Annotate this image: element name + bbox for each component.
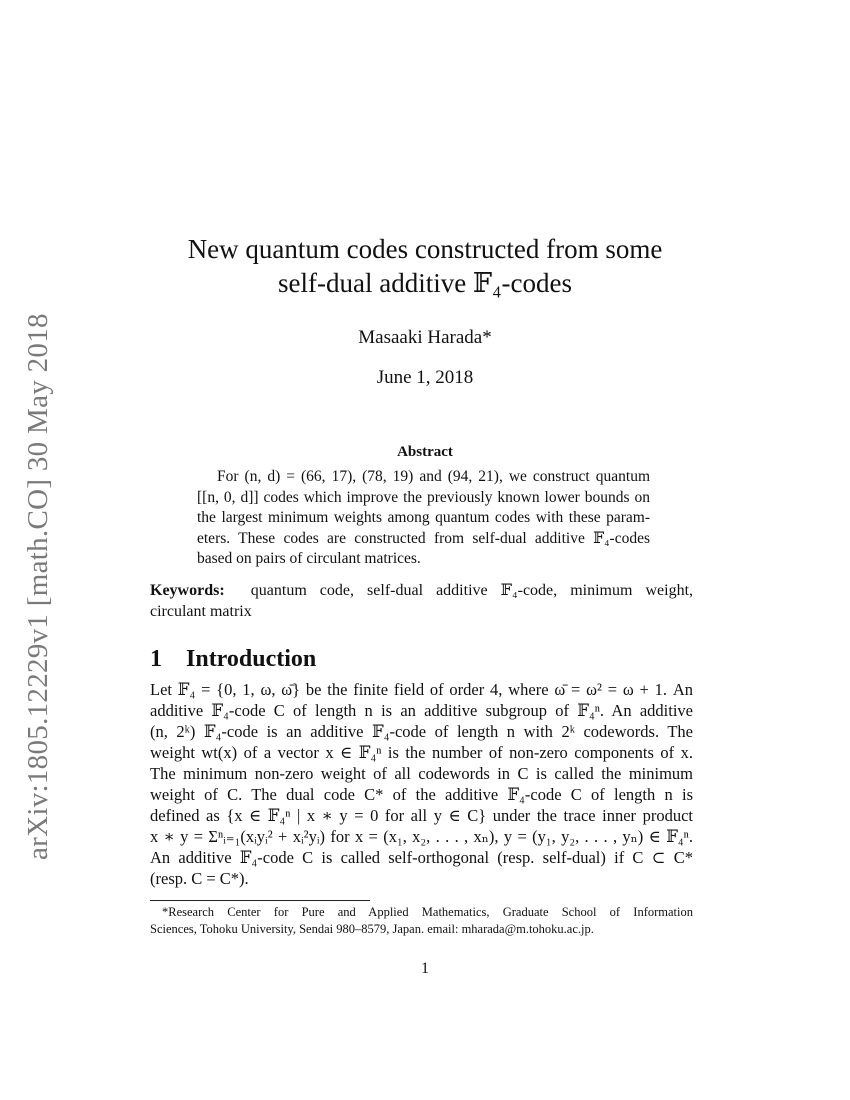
abstract-line: eters. These codes are constructed from self-dual additive 𝔽₄-codes bbox=[197, 529, 650, 547]
title-line: self-dual additive 𝔽₄-codes bbox=[278, 268, 572, 298]
section-heading bbox=[150, 646, 316, 673]
keywords-text: quantum code, self-dual additive 𝔽₄-code, minimum weight, bbox=[250, 582, 694, 599]
footnote-line: *Research Center for Pure and Applied Mathematics, Graduate School of Information bbox=[162, 905, 693, 919]
title-line: New quantum codes constructed from some bbox=[187, 234, 663, 264]
intro-line: weight wt(x) of a vector x ∈ 𝔽₄ⁿ is the number of non-zero components of x. bbox=[150, 743, 693, 762]
footnote-line: Sciences, Tohoku University, Sendai 980–8579, Japan. email: mharada@m.tohoku.ac.jp. bbox=[150, 922, 594, 936]
intro-line: x ∗ y = Σⁿᵢ₌₁(xᵢyᵢ² + xᵢ²yᵢ) for x = (x₁, x₂, . . . , xₙ), y = (y₁, y₂, . . . , yₙ) ∈ 𝔽₄ⁿ. bbox=[150, 827, 693, 846]
intro-line: weight of C. The dual code C* of the additive 𝔽₄-code C of length n is bbox=[150, 785, 693, 804]
date: June 1, 2018 bbox=[376, 367, 474, 388]
paper-title bbox=[0, 232, 850, 300]
page-number: 1 bbox=[421, 960, 429, 977]
intro-line: An additive 𝔽₄-code C is called self-orthogonal (resp. self-dual) if C ⊂ C* bbox=[150, 848, 693, 867]
intro-line: additive 𝔽₄-code C of length n is an additive subgroup of 𝔽₄ⁿ. An additive bbox=[150, 701, 693, 720]
intro-line: (resp. C = C*). bbox=[150, 869, 249, 888]
keywords-text: circulant matrix bbox=[150, 602, 252, 620]
intro-line: The minimum non-zero weight of all codewords in C is called the minimum bbox=[150, 764, 693, 783]
keywords bbox=[150, 580, 693, 621]
abstract-line: based on pairs of circulant matrices. bbox=[197, 550, 421, 567]
abstract-heading: Abstract bbox=[397, 444, 453, 460]
intro-line: Let 𝔽₄ = {0, 1, ω, ω̄} be the finite field of order 4, where ω̄ = ω² = ω + 1. An bbox=[150, 680, 693, 699]
arxiv-stamp: arXiv:1805.12229v1 [math.CO] 30 May 2018 bbox=[22, 313, 54, 860]
abstract-line: [[n, 0, d]] codes which improve the previously known lower bounds on bbox=[197, 488, 650, 506]
author: Masaaki Harada* bbox=[358, 327, 492, 348]
footnote bbox=[150, 904, 693, 938]
intro-line: (n, 2ᵏ) 𝔽₄-code is an additive 𝔽₄-code of length n with 2ᵏ codewords. The bbox=[150, 722, 693, 741]
abstract-line: the largest minimum weights among quantum codes with these param- bbox=[197, 509, 650, 526]
abstract-body bbox=[197, 467, 650, 570]
intro-line: defined as {x ∈ 𝔽₄ⁿ | x ∗ y = 0 for all y ∈ C} under the trace inner product bbox=[150, 806, 693, 825]
footnote-rule bbox=[150, 900, 370, 901]
intro-paragraph bbox=[150, 679, 693, 889]
section-number: 1 bbox=[150, 646, 162, 672]
section-title: Introduction bbox=[186, 646, 317, 672]
keywords-label: Keywords: bbox=[150, 582, 225, 599]
abstract-line: For (n, d) = (66, 17), (78, 19) and (94, 21), we construct quantum bbox=[217, 468, 650, 485]
